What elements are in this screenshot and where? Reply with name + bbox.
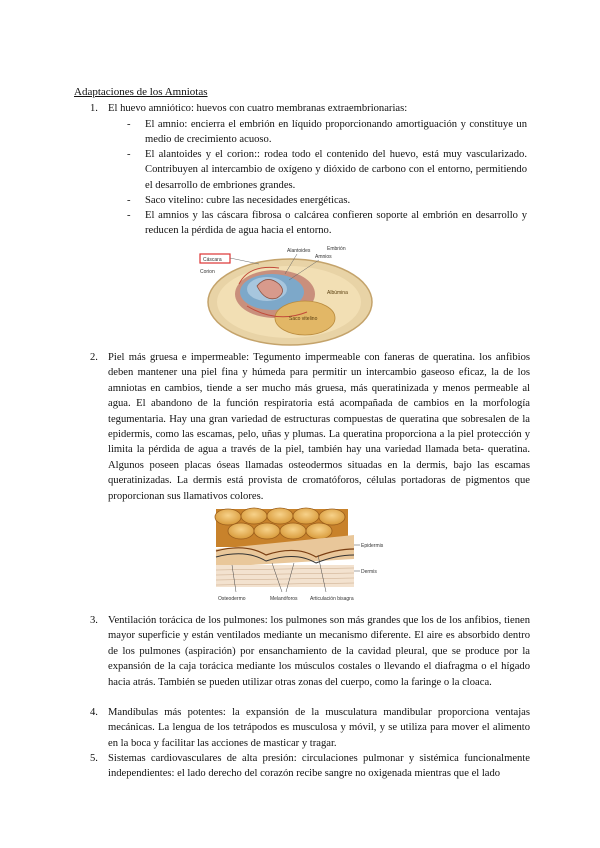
egg-label-saco-vitelino: Saco vitelino xyxy=(289,316,318,322)
list-text: Ventilación torácica de los pulmones: los pulmones son más grandes que los de los anfibios, tienen mayor superficie y están ventilados mediante un mecanismo diferente. El aire es absorbido dentro de los pulmones (aspiración) por ensanchamiento de la cavidad pleural, que se produce por la expansión de la caja torácica mediante los músculos costales o llevando el diafragma o el hígado hacia atrás. También se pueden utilizar otras zonas del cuerpo, como la faringe o la cloaca. xyxy=(108,615,530,688)
egg-label-albumina: Albúmina xyxy=(327,290,348,296)
list-number: 4. xyxy=(90,707,98,718)
sub-item-text: Saco vitelino: cubre las necesidades energéticas. xyxy=(145,195,351,206)
sub-item-amnios-cascara xyxy=(127,208,527,239)
list-number: 5. xyxy=(90,753,98,764)
skin-label-melanoforos: Melanóforos xyxy=(270,596,298,602)
skin-label-articulacion: Articulación bisagra xyxy=(310,596,354,602)
sub-item-text: El amnios y las cáscara fibrosa o calcárea confieren soporte al embrión en desarrollo y reducen la pérdida de agua hacia el entorno. xyxy=(145,210,527,237)
amniotic-egg-figure xyxy=(197,244,373,346)
list-text: Sistemas cardiovasculares de alta presión: circulaciones pulmonar y sistémica funcionalmente independientes: el lado derecho del corazón recibe sangre no oxigenada mientras que el lado xyxy=(108,753,530,780)
skin-label-osteodermo: Osteodermo xyxy=(218,596,246,602)
dash-bullet: - xyxy=(127,210,131,221)
dash-bullet: - xyxy=(127,149,131,160)
list-item-4 xyxy=(90,705,530,751)
list-item-5 xyxy=(90,751,530,782)
egg-label-amnios: Amnios xyxy=(315,254,332,260)
egg-label-corion: Corion xyxy=(200,269,215,275)
dash-bullet: - xyxy=(127,195,131,206)
dash-bullet: - xyxy=(127,119,131,130)
skin-label-epidermis: Epidermis xyxy=(361,543,384,549)
list-item-3 xyxy=(90,613,530,690)
sub-item-text: El amnio: encierra el embrión en líquido proporcionando amortiguación y constituye un medio de crecimiento acuoso. xyxy=(145,119,527,146)
skin-label-dermis: Dermis xyxy=(361,569,377,575)
list-number: 1. xyxy=(90,103,98,114)
list-item-2 xyxy=(90,350,530,504)
list-text: Piel más gruesa e impermeable: Tegumento impermeable con faneras de queratina. los anfibios deben mantener una piel fina y húmeda para permitir un intercambio gaseoso eficaz, la de los amniotas en cambios, tiende a ser mucho más gruesa, más queratinizada y menos permeable al agua. El abandono de la función respiratoria está acompañada de cambios en la morfología tegumentaria. Hay una gran variedad de estructuras compuestas de queratina que sobresalen de la epidermis, como las escamas, pelo, uñas y plumas. La queratina proporciona a la piel protección y limita la pérdida de agua a través de la piel, también hay una variedad llamada beta- queratina. Algunos poseen placas óseas llamadas osteodermos situadas en la dermis, bajo las escamas queratinizadas. La dermis está provista de cromatóforos, células portadoras de pigmentos que proporcionan sus llamativos colores. xyxy=(108,352,530,502)
sub-item-alantoides xyxy=(127,147,527,193)
list-number: 2. xyxy=(90,352,98,363)
sub-item-saco-vitelino xyxy=(127,193,527,208)
section-title: Adaptaciones de los Amniotas xyxy=(74,86,208,98)
egg-label-alantoides: Alantoides xyxy=(287,248,311,254)
sub-item-text: El alantoides y el corion:: rodea todo el contenido del huevo, está muy vascularizado. Contribuyen al intercambio de oxígeno y dióxido de carbono con el entorno, permitiendo el desarrollo de embriones grandes. xyxy=(145,149,527,191)
list-text: Mandíbulas más potentes: la expansión de la musculatura mandibular proporciona ventajas mecánicas. La lengua de los tetrápodos es musculosa y móvil, y se utiliza para mover el alimento en la boca y facilitar las acciones de masticar y tragar. xyxy=(108,707,530,749)
list-text: El huevo amniótico: huevos con cuatro membranas extraembrionarias: xyxy=(108,103,408,114)
list-number: 3. xyxy=(90,615,98,626)
reptile-skin-figure xyxy=(214,507,386,605)
egg-label-embrion: Embrión xyxy=(327,246,346,252)
list-item-1 xyxy=(90,101,530,116)
sub-item-amnio xyxy=(127,117,527,148)
egg-label-cascara: Cáscara xyxy=(203,257,222,263)
